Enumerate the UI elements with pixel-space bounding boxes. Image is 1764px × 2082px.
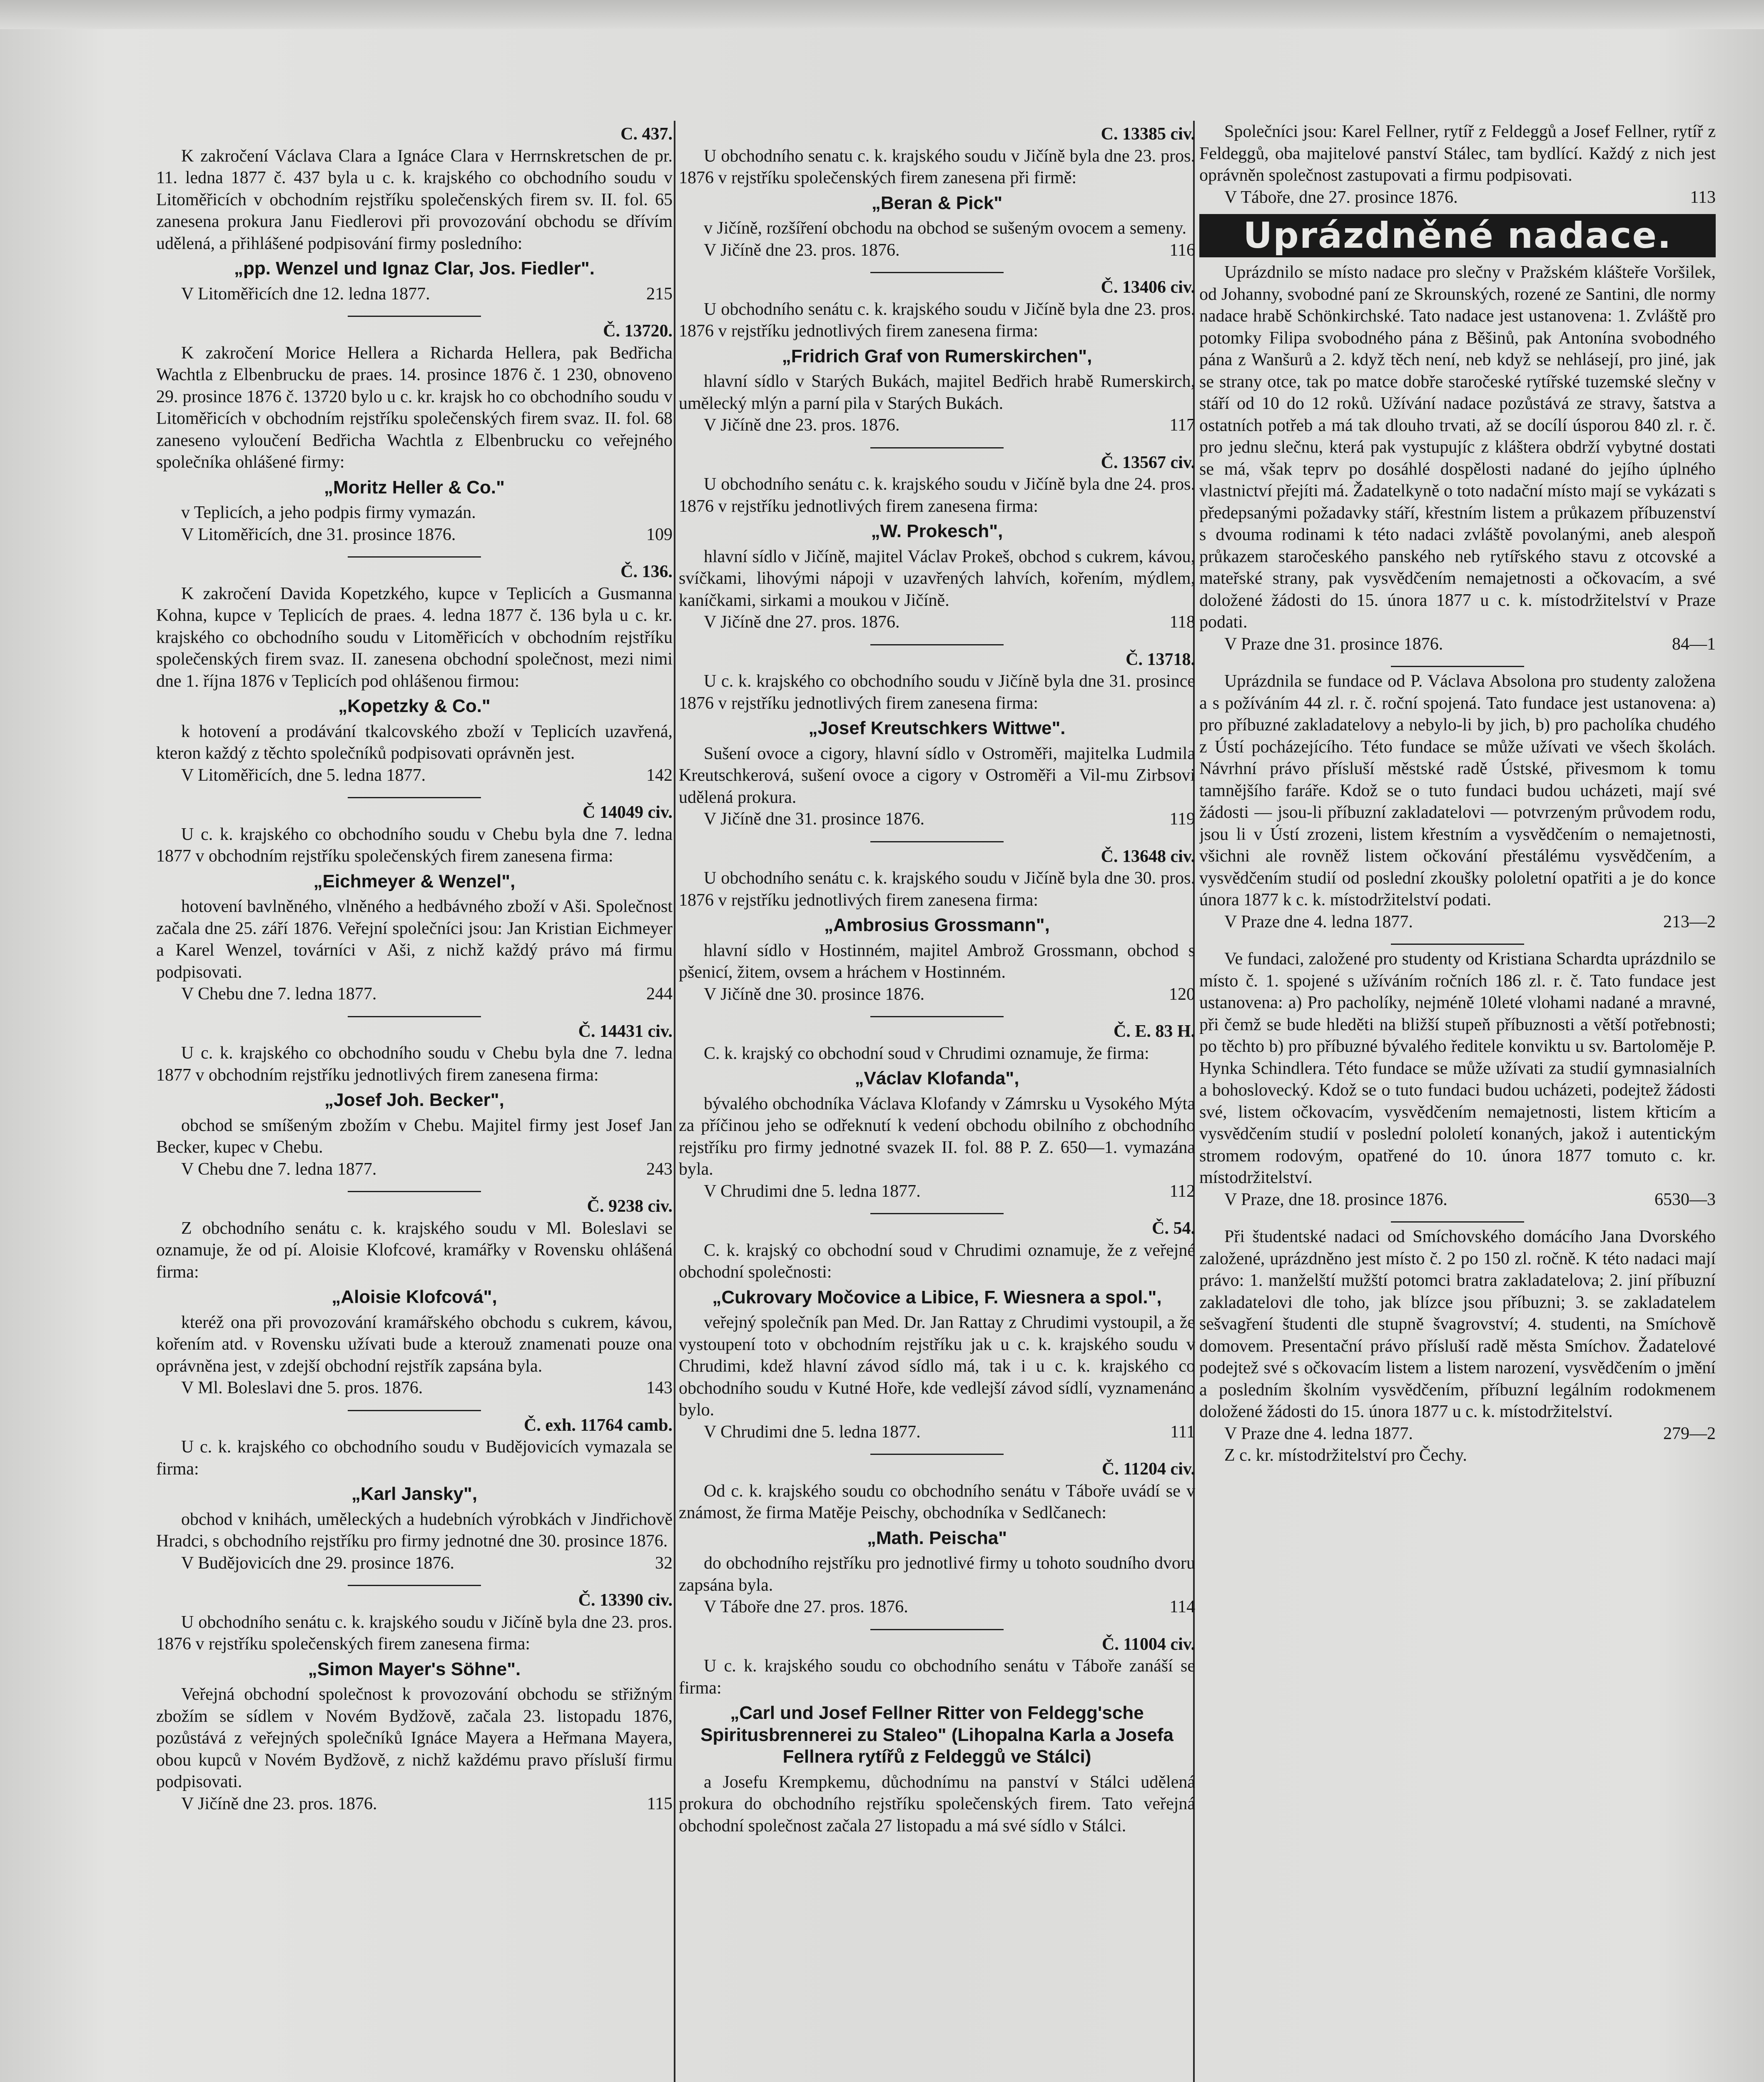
column-rule-1 bbox=[674, 121, 675, 2082]
place-date-line bbox=[679, 611, 1195, 633]
firm-name: „Josef Joh. Becker", bbox=[324, 1090, 504, 1110]
firm-name: „Karl Jansky", bbox=[351, 1484, 478, 1504]
notice-number: C. 437. bbox=[620, 125, 673, 144]
place-date-line bbox=[679, 239, 1195, 261]
ref-number: 120 bbox=[1169, 984, 1195, 1004]
notice-text: U obchodního senátu c. k. krajského soudu v Jičíně byla dne 23. pros. 1876 v rejstříku společenských firem zanesena firma: bbox=[156, 1612, 673, 1654]
foundation-entry bbox=[1199, 261, 1716, 655]
ref-number: 112 bbox=[1169, 1181, 1195, 1201]
place-date: V Jičíně dne 23. pros. 1876. bbox=[704, 416, 900, 435]
place-date: V Jičíně dne 23. pros. 1876. bbox=[181, 1794, 377, 1813]
notice-text: K zakročení Morice Hellera a Richarda Hellera, pak Bedřicha Wachtla z Elbenbrucku de praes. 14. prosince 1876 č. 1 230, obnoveno 29. prosince 1876 č. 13720 bylo u c. kr. krajsk ho co obchodního soudu v Litoměřicích v obchodním rejstříku společenských firem svaz. II. fol. 68 zaneseno vyloučení Bedřicha Wachtla z Elbenbrucku co veřejného společníka ohlášené firmy: bbox=[156, 343, 673, 472]
notice-entry bbox=[156, 123, 673, 305]
foundation-text: Ve fundaci, založené pro studenty od Kristiana Schardta uprázdnilo se místo č. 1. spojené s užíváním ročních 186 zl. r. č. Tato fundace jest ustanovena: a) Pro pacholíky, nejméně 10leté vlohami nadané a mravné, při čemž se bude hleděti na bližší stupeň příbuznosti a větší potřebnosti; po těchto b) pro příbuzné bývalého ředitele konviktu u sv. Bartoloměje P. Hynka Schindlera. Této fundace se může užívati za studií gymnasialních a bohoslovecký. Kdož se o tuto fundaci budou ucházeti, podejtež žádosti své, listem očkovacím, vysvědčením nemajetnosti, listem křticím a vysvědčením studií v poslední pololetí konaných, jakož i autentickým stromem rodovým, opatřené do 10. února 1877 tomuto c. kr. místodržitelství. bbox=[1199, 949, 1716, 1187]
notice-entry bbox=[156, 1415, 673, 1574]
separator-rule bbox=[870, 1454, 1004, 1455]
place-date: V Ml. Boleslavi dne 5. pros. 1876. bbox=[181, 1378, 423, 1397]
place-date: V Praze dne 4. ledna 1877. bbox=[1224, 912, 1413, 931]
ref-number: 244 bbox=[646, 984, 673, 1004]
separator-rule bbox=[348, 1585, 481, 1586]
notice-entry bbox=[679, 123, 1195, 261]
notice-text: U c. k. krajského co obchodního soudu v Chebu byla dne 7. ledna 1877 v obchodním rejstříku jednotlivých firem zanesena firma: bbox=[156, 1043, 673, 1085]
place-date-line bbox=[156, 283, 673, 305]
notice-extra: obchod v knihách, uměleckých a hudebních výrobkách v Jindřichově Hradci, s obchodního rejstříku pro firmy jednotné dne 30. prosince 1876. bbox=[156, 1509, 673, 1551]
notice-text: C. k. krajský co obchodní soud v Chrudimi oznamuje, že z veřejné obchodní společnosti: bbox=[679, 1240, 1195, 1282]
notice-number: Č. 11004 civ. bbox=[1101, 1634, 1195, 1654]
issuing-authority: Z c. kr. místodržitelství pro Čechy. bbox=[1224, 1446, 1467, 1465]
place-date-line bbox=[1199, 911, 1716, 933]
foundation-entry bbox=[1199, 670, 1716, 933]
place-date: V Budějovicích dne 29. prosince 1876. bbox=[181, 1553, 454, 1573]
ref-number: 118 bbox=[1169, 613, 1195, 632]
ref-number: 84—1 bbox=[1672, 634, 1716, 654]
notice-entry bbox=[156, 802, 673, 1005]
place-date: V Litoměřicích, dne 31. prosince 1876. bbox=[181, 525, 456, 544]
firm-name: „Moritz Heller & Co." bbox=[324, 477, 505, 498]
notice-entry bbox=[679, 276, 1195, 436]
ref-number: 116 bbox=[1169, 240, 1195, 260]
column-3 bbox=[1199, 121, 1716, 2082]
place-date: V Jičíně dne 23. pros. 1876. bbox=[704, 240, 900, 260]
place-date-line bbox=[156, 1552, 673, 1574]
notice-number: Č. 13720. bbox=[603, 321, 673, 341]
place-date: V Jičíně dne 31. prosince 1876. bbox=[704, 809, 924, 829]
column-1 bbox=[156, 121, 673, 2082]
place-date: V Chrudimi dne 5. ledna 1877. bbox=[704, 1422, 921, 1442]
ref-number: 114 bbox=[1169, 1597, 1195, 1616]
ref-number: 115 bbox=[647, 1794, 673, 1813]
notice-text: U obchodního senatu c. k. krajského soudu v Jičíně byla dne 23. pros. 1876 v rejstříku společenských firem zanesena při firmě: bbox=[679, 146, 1195, 187]
notice-entry bbox=[679, 1218, 1195, 1443]
notice-number: Č. E. 83 H. bbox=[1113, 1022, 1195, 1041]
place-date-line bbox=[679, 984, 1195, 1006]
place-date: V Jičíně dne 27. pros. 1876. bbox=[704, 613, 900, 632]
place-date: V Táboře dne 27. pros. 1876. bbox=[704, 1597, 908, 1616]
notice-number: Č. 13718. bbox=[1126, 650, 1195, 669]
place-date: V Jičíně dne 30. prosince 1876. bbox=[704, 984, 924, 1004]
place-date: V Táboře, dne 27. prosince 1876. bbox=[1224, 187, 1458, 207]
notice-entry bbox=[679, 846, 1195, 1006]
notice-number: C. 13385 civ. bbox=[1101, 125, 1195, 144]
notice-entry bbox=[679, 649, 1195, 830]
separator-rule bbox=[1391, 666, 1524, 667]
place-date-line bbox=[156, 1377, 673, 1399]
firm-name: „pp. Wenzel und Ignaz Clar, Jos. Fiedler". bbox=[234, 258, 595, 279]
separator-rule bbox=[870, 1629, 1004, 1630]
place-date: V Praze dne 4. ledna 1877. bbox=[1224, 1424, 1413, 1443]
separator-rule bbox=[1391, 944, 1524, 945]
notice-entry bbox=[679, 452, 1195, 633]
notice-number: Č. 13406 civ. bbox=[1101, 278, 1195, 297]
separator-rule bbox=[348, 797, 481, 798]
notice-text: U c. k. krajského co obchodního soudu v Budějovicích vymazala se firma: bbox=[156, 1437, 673, 1479]
notice-text: U c. k. krajského co obchodního soudu v Chebu byla dne 7. ledna 1877 v obchodním rejstříku společenských firem zanesena firma: bbox=[156, 824, 673, 866]
place-date-line bbox=[156, 1158, 673, 1180]
firm-name: „Cukrovary Močovice a Libice, F. Wiesnera a spol.", bbox=[712, 1287, 1162, 1307]
separator-rule bbox=[870, 1213, 1004, 1214]
separator-rule bbox=[870, 447, 1004, 448]
ref-number: 111 bbox=[1170, 1422, 1195, 1442]
separator-rule bbox=[870, 272, 1004, 273]
firm-name: „Simon Mayer's Söhne". bbox=[308, 1659, 521, 1679]
notice-extra: Sušení ovoce a cigory, hlavní sídlo v Ostroměři, majitelka Ludmila Kreutschkerová, sušení ovoce a cigory v Ostroměři a Vil-mu Zirbsovi udělená prokura. bbox=[679, 744, 1195, 807]
notice-number: Č. 13648 civ. bbox=[1101, 847, 1195, 866]
notice-extra: Veřejná obchodní společnost k provozování obchodu se střižným zbožím se sídlem v Novém Bydžově, začala 23. listopadu 1876, pozůstává z veřejných společníků Ignáce Mayera a Heřmana Mayera, obou kupců v Novém Bydžově, z nichž každému pravo přísluší firmu podpisovati. bbox=[156, 1685, 673, 1791]
firm-name: „Beran & Pick" bbox=[871, 192, 1003, 213]
ref-number: 243 bbox=[646, 1159, 673, 1179]
notice-text: K zakročení Davida Kopetzkého, kupce v Teplicích a Gusmanna Kohna, kupce v Teplicích de praes. 4. ledna 1877 č. 136 byla u c. kr. krajského co obchodního soudu v Litoměřicích v obchodním rejstříku společenských firem svaz. II. zanesena obchodní společnost, mezi nimi dne 1. října 1876 v Teplicích pod ohlášenou firmou: bbox=[156, 584, 673, 691]
notice-number: Č. 14431 civ. bbox=[578, 1021, 673, 1041]
notice-extra: hotovení bavlněného, vlněného a hedbávného zboží v Aši. Společnost začala dne 25. září 1876. Veřejní společníci jsou: Jan Kristian Eichmeyer a Karel Wenzel, továrníci v Aši, z nichž každý právo má firmu podpisovati. bbox=[156, 897, 673, 982]
foundation-entry bbox=[1199, 948, 1716, 1210]
notice-number: Č. exh. 11764 camb. bbox=[524, 1415, 673, 1435]
place-date-line bbox=[1199, 1189, 1716, 1211]
place-date: V Praze dne 31. prosince 1876. bbox=[1224, 634, 1443, 654]
notice-text: U c. k. krajského co obchodního soudu v Jičíně byla dne 31. prosince 1876 v rejstříku jednotlivých firem zanesena firma: bbox=[679, 672, 1195, 713]
notice-number: Č. 136. bbox=[620, 562, 673, 581]
notice-number: Č. 9238 civ. bbox=[587, 1197, 673, 1216]
place-date-line bbox=[1199, 187, 1716, 209]
notice-extra: v Jičíně, rozšíření obchodu na obchod se sušeným ovocem a semeny. bbox=[704, 219, 1186, 238]
section-heading: Uprázdněné nadace. bbox=[1199, 214, 1716, 257]
column-2 bbox=[679, 121, 1195, 2082]
notice-extra: do obchodního rejstříku pro jednotlivé firmy u tohoto soudního dvoru zapsána byla. bbox=[679, 1554, 1195, 1595]
ref-number: 213—2 bbox=[1663, 912, 1716, 931]
page-top-edge bbox=[0, 0, 1764, 29]
ref-number: 113 bbox=[1690, 187, 1716, 207]
foundation-entry bbox=[1199, 1226, 1716, 1444]
foundation-text: Uprázdnilo se místo nadace pro slečny v Pražském klášteře Voršilek, od Johanny, svobodné paní ze Skrounských, rozené ze Santini, dle normy nadace hrabě Schönkirchské. Tato nadace jest ustanovena: 1. Zvláště pro potomky Filipa svobodného pána z Běšinů, pak Antonína svobodného pána z Wanšurů a 2. když těch není, neb když se nehlásejí, pro jiné, jak se strany otce, tak po matce dobře staročeské rytířské tuzemské slečny v stáří od 10 do 12 roků. Užívání nadace pozůstává ze stravy, šatstva a ostatních potřeb a má tak dlouho trvati, až se docílí úsporou 840 zl. r. č. pro jednu slečnu, která pak vystupujíc z kláštera obdrží vybytné dostati se má, však teprv po dosáhlé dospělosti nadané do jejího úplného vlastnictví přejíti má. Žadatelkyně o toto nadační místo mají se vykázati s předepsanými požadavky stáří, křestním listem a průkazem příbuzenství s dvouma rodinami k této nadaci zvláště povolanými, aneb alespoň průkazem staročeského panského neb rytířského stavu z otcovské a mateřské strany, pak vysvědčením nemajetnosti a očkovacím, a své doložené žádosti do 15. února 1877 u c. k. místodržitelství v Praze podati. bbox=[1199, 263, 1716, 632]
notice-number: Č. 13567 civ. bbox=[1101, 453, 1195, 472]
notice-text: C. k. krajský co obchodní soud v Chrudimi oznamuje, že firma: bbox=[704, 1043, 1149, 1063]
separator-rule bbox=[348, 1016, 481, 1017]
notice-text: K zakročení Václava Clara a Ignáce Clara v Herrnskretschen de pr. 11. ledna 1877 č. 437 byla u c. k. krajského co obchodního soudu v Litoměřicích v obchodním rejstříku společenských firem sv. II. fol. 65 zanesena prokura Janu Fiedlerovi při provozování obchodu se dřívím udělená, a přihlášené podpisování firmy posledního: bbox=[156, 146, 673, 253]
place-date-line bbox=[679, 1180, 1195, 1203]
firm-name: „W. Prokesch", bbox=[871, 521, 1003, 541]
notice-extra: hlavní sídlo v Starých Bukách, majitel Bedřich hrabě Rumerskirch, umělecký mlýn a parní pila v Starých Bukách. bbox=[679, 372, 1195, 413]
place-date-line bbox=[1199, 1423, 1716, 1445]
firm-name: „Václav Klofanda", bbox=[855, 1068, 1019, 1088]
notice-number: Č 14049 civ. bbox=[583, 803, 673, 822]
place-date-line bbox=[679, 1421, 1195, 1443]
notice-text: U obchodního senátu c. k. krajského soudu v Jičíně byla dne 30. pros. 1876 v rejstříku jednotlivých firem zanesena firma: bbox=[679, 869, 1195, 910]
notice-extra: v Teplicích, a jeho podpis firmy vymazán. bbox=[181, 503, 476, 522]
firm-name: „Carl und Josef Fellner Ritter von Feldegg'sche Spiritusbrennerei zu Staleo" (Lihopalna Karla a Josefa Fellnera rytířů z Feldeggů ve Stálci) bbox=[700, 1703, 1174, 1767]
notice-extra: a Josefu Krempkemu, důchodnímu na panství v Stálci udělená prokura do obchodního rejstříku společenských firem. Tato veřejná obchodní společnost začala 27 listopadu a má své sídlo v Stálci. bbox=[679, 1772, 1195, 1835]
ref-number: 32 bbox=[655, 1553, 673, 1573]
place-date: V Litoměřicích, dne 5. ledna 1877. bbox=[181, 765, 426, 785]
notice-extra: hlavní sídlo v Jičíně, majitel Václav Prokeš, obchod s cukrem, kávou, svíčkami, lihovými nápoji v uzavřených lahvích, kořením, mýdlem, kaníčkami, sirkami a moukou v Jičíně. bbox=[679, 547, 1195, 610]
separator-rule bbox=[348, 316, 481, 317]
notice-number: Č. 11204 civ. bbox=[1101, 1459, 1195, 1479]
separator-rule bbox=[348, 1410, 481, 1411]
notice-number: Č. 54. bbox=[1152, 1219, 1195, 1238]
continuation-text: Společníci jsou: Karel Fellner, rytíř z Feldeggů a Josef Fellner, rytíř z Feldeggů, oba majitelové panství Stálec, tam bydlící. Každý z nich jest oprávněn společnost zastupovati a firmu podpisovati. bbox=[1199, 122, 1716, 185]
foundation-text: Uprázdnila se fundace od P. Václava Absolona pro studenty založena a s požíváním 44 zl. r. č. roční spojená. Tato fundace jest ustanovena: a) pro příbuzné zakladatelovy a nebylo-li by jich, b) pro pacholíka chudého z Ústí pocházejícího. Této fundace se může užívati ve všech školách. Návrhní právo přísluší městské radě Ústské, přivesmom k tomu tamnějšího faráře. Kdož se o tuto fundaci budou ucházeti, mají své žádosti — jsou-li příbuzní zakladatelovi — potvrzeným průvodem rodu, jsou li v Ústí zrozeni, listem křestním a vysvědčením o nemajetnosti, všichni ale rovněž listem očkování přestálému vysvědčením, a vysvědčením studií od poslední zkoušky pololetní opatřiti a je do konce února 1877 k c. k. místodržitelství podati. bbox=[1199, 672, 1716, 909]
ref-number: 279—2 bbox=[1663, 1424, 1716, 1443]
ref-number: 143 bbox=[646, 1378, 673, 1397]
notice-entry bbox=[156, 1021, 673, 1180]
place-date: V Chebu dne 7. ledna 1877. bbox=[181, 1159, 377, 1179]
notice-entry bbox=[156, 320, 673, 545]
ref-number: 117 bbox=[1169, 416, 1195, 435]
notice-text: U c. k. krajského soudu co obchodního senátu v Táboře zanáší se firma: bbox=[679, 1656, 1195, 1698]
ref-number: 109 bbox=[646, 525, 673, 544]
notice-text: U obchodního senátu c. k. krajského soudu v Jičíně byla dne 24. pros. 1876 v rejstříku jednotlivých firem zanesena firma: bbox=[679, 475, 1195, 516]
notice-entry bbox=[156, 1195, 673, 1399]
place-date-line bbox=[156, 1793, 673, 1815]
ref-number: 142 bbox=[646, 765, 673, 785]
place-date-line bbox=[156, 765, 673, 787]
notice-extra: kteréž ona při provozování kramářského obchodu s cukrem, kávou, kořením atd. v Rovensku užívati bude a kterouž znamenati pouze ona oprávněna jest, v zdejší obchodní rejstřík zapsána byla. bbox=[156, 1312, 673, 1376]
foundation-text: Při študentské nadaci od Smíchovského domácího Jana Dvorského založené, uprázdněno jest místo č. 2 po 150 zl. ročně. K této nadaci mají právo: 1. manželští mužští potomci bratra zakladatelova; 2. jiní příbuzní zakladatelovi dle toho, jak blízce jsou příbuzni; 3. se zakladatelem sešvagření študenti dle stupně švagrovství; 4. studenti, na Smíchově domovem. Presentační právo přísluší radě města Smíchov. Žadatelové podejtež své s očkovacím listem a listem narození, vysvědčením o jmění a posledním školním vysvědčením, příbuzní legálním rodokmenem doložené žádosti do 15. února 1877 u c. k. místodržitelství. bbox=[1199, 1227, 1716, 1421]
separator-rule bbox=[1391, 1221, 1524, 1223]
firm-name: „Math. Peischa" bbox=[867, 1527, 1007, 1548]
firm-name: „Eichmeyer & Wenzel", bbox=[313, 871, 516, 892]
notice-text: U obchodního senátu c. k. krajského soudu v Jičíně byla dne 23. pros. 1876 v rejstříku jednotlivých firem zanesena firma: bbox=[679, 299, 1195, 341]
firm-name: „Fridrich Graf von Rumerskirchen", bbox=[782, 346, 1092, 366]
notice-text: Od c. k. krajského soudu co obchodního senátu v Táboře uvádí se v známost, že firma Matěje Peischy, obchodníka v Sedlčanech: bbox=[679, 1481, 1195, 1522]
notice-extra: bývalého obchodníka Václava Klofandy v Zámrsku u Vysokého Mýta za příčinou jeho se odřeknutí k vedení obchodu obilního z obchodního rejstříku pro firmy jednotné svazek II. fol. 88 P. Z. 650—1. vymazána byla. bbox=[679, 1094, 1195, 1179]
place-date-line bbox=[679, 808, 1195, 830]
place-date: V Praze, dne 18. prosince 1876. bbox=[1224, 1190, 1448, 1209]
notice-extra: veřejný společník pan Med. Dr. Jan Rattay z Chrudimi vystoupil, a že vystoupení toto v obchodním rejstříku jak u c. k. krajského soudu v Chrudimi, kdež hlavní závod sídlo má, tak i u c. k. krajského co obchodního soudu v Kutné Hoře, kde vedlejší závod sídlí, vyznamenáno bylo. bbox=[679, 1313, 1195, 1420]
notice-extra: k hotovení a prodávání tkalcovského zboží v Teplicích uzavřená, kteron každý z těchto společníků podpisovati oprávněn jest. bbox=[156, 722, 673, 763]
place-date-line bbox=[156, 983, 673, 1005]
firm-name: „Ambrosius Grossmann", bbox=[824, 915, 1050, 935]
place-date: V Chrudimi dne 5. ledna 1877. bbox=[704, 1181, 921, 1201]
separator-rule bbox=[348, 1191, 481, 1192]
place-date-line bbox=[156, 524, 673, 546]
firm-name: „Josef Kreutschkers Wittwe". bbox=[808, 718, 1066, 738]
separator-rule bbox=[870, 841, 1004, 842]
separator-rule bbox=[870, 644, 1004, 645]
place-date: V Chebu dne 7. ledna 1877. bbox=[181, 984, 377, 1004]
notice-extra: obchod se smíšeným zbožím v Chebu. Majitel firmy jest Josef Jan Becker, kupec v Chebu. bbox=[156, 1116, 673, 1157]
place-date-line bbox=[1199, 633, 1716, 655]
notice-entry bbox=[679, 1021, 1195, 1202]
ref-number: 6530—3 bbox=[1654, 1190, 1716, 1209]
ref-number: 215 bbox=[646, 284, 673, 304]
separator-rule bbox=[348, 556, 481, 558]
notice-entry bbox=[679, 1458, 1195, 1618]
notice-entry bbox=[679, 1634, 1195, 1837]
ref-number: 119 bbox=[1169, 809, 1195, 829]
notice-extra: hlavní sídlo v Hostinném, majitel Ambrož Grossmann, obchod s pšenicí, žitem, ovsem a hráchem v Hostinném. bbox=[679, 941, 1195, 982]
place-date-line bbox=[679, 1596, 1195, 1618]
separator-rule bbox=[870, 1016, 1004, 1017]
place-date: V Litoměřicích dne 12. ledna 1877. bbox=[181, 284, 430, 304]
notice-number: Č. 13390 civ. bbox=[578, 1591, 673, 1610]
firm-name: „Kopetzky & Co." bbox=[338, 696, 491, 716]
notice-text: Z obchodního senátu c. k. krajského soudu v Ml. Boleslavi se oznamuje, že od pí. Aloisie Klofcové, kramářky v Rovensku ohlášená firma: bbox=[156, 1218, 673, 1282]
firm-name: „Aloisie Klofcová", bbox=[331, 1287, 497, 1307]
notice-entry bbox=[156, 1589, 673, 1815]
notice-entry bbox=[156, 561, 673, 786]
place-date-line bbox=[679, 414, 1195, 436]
